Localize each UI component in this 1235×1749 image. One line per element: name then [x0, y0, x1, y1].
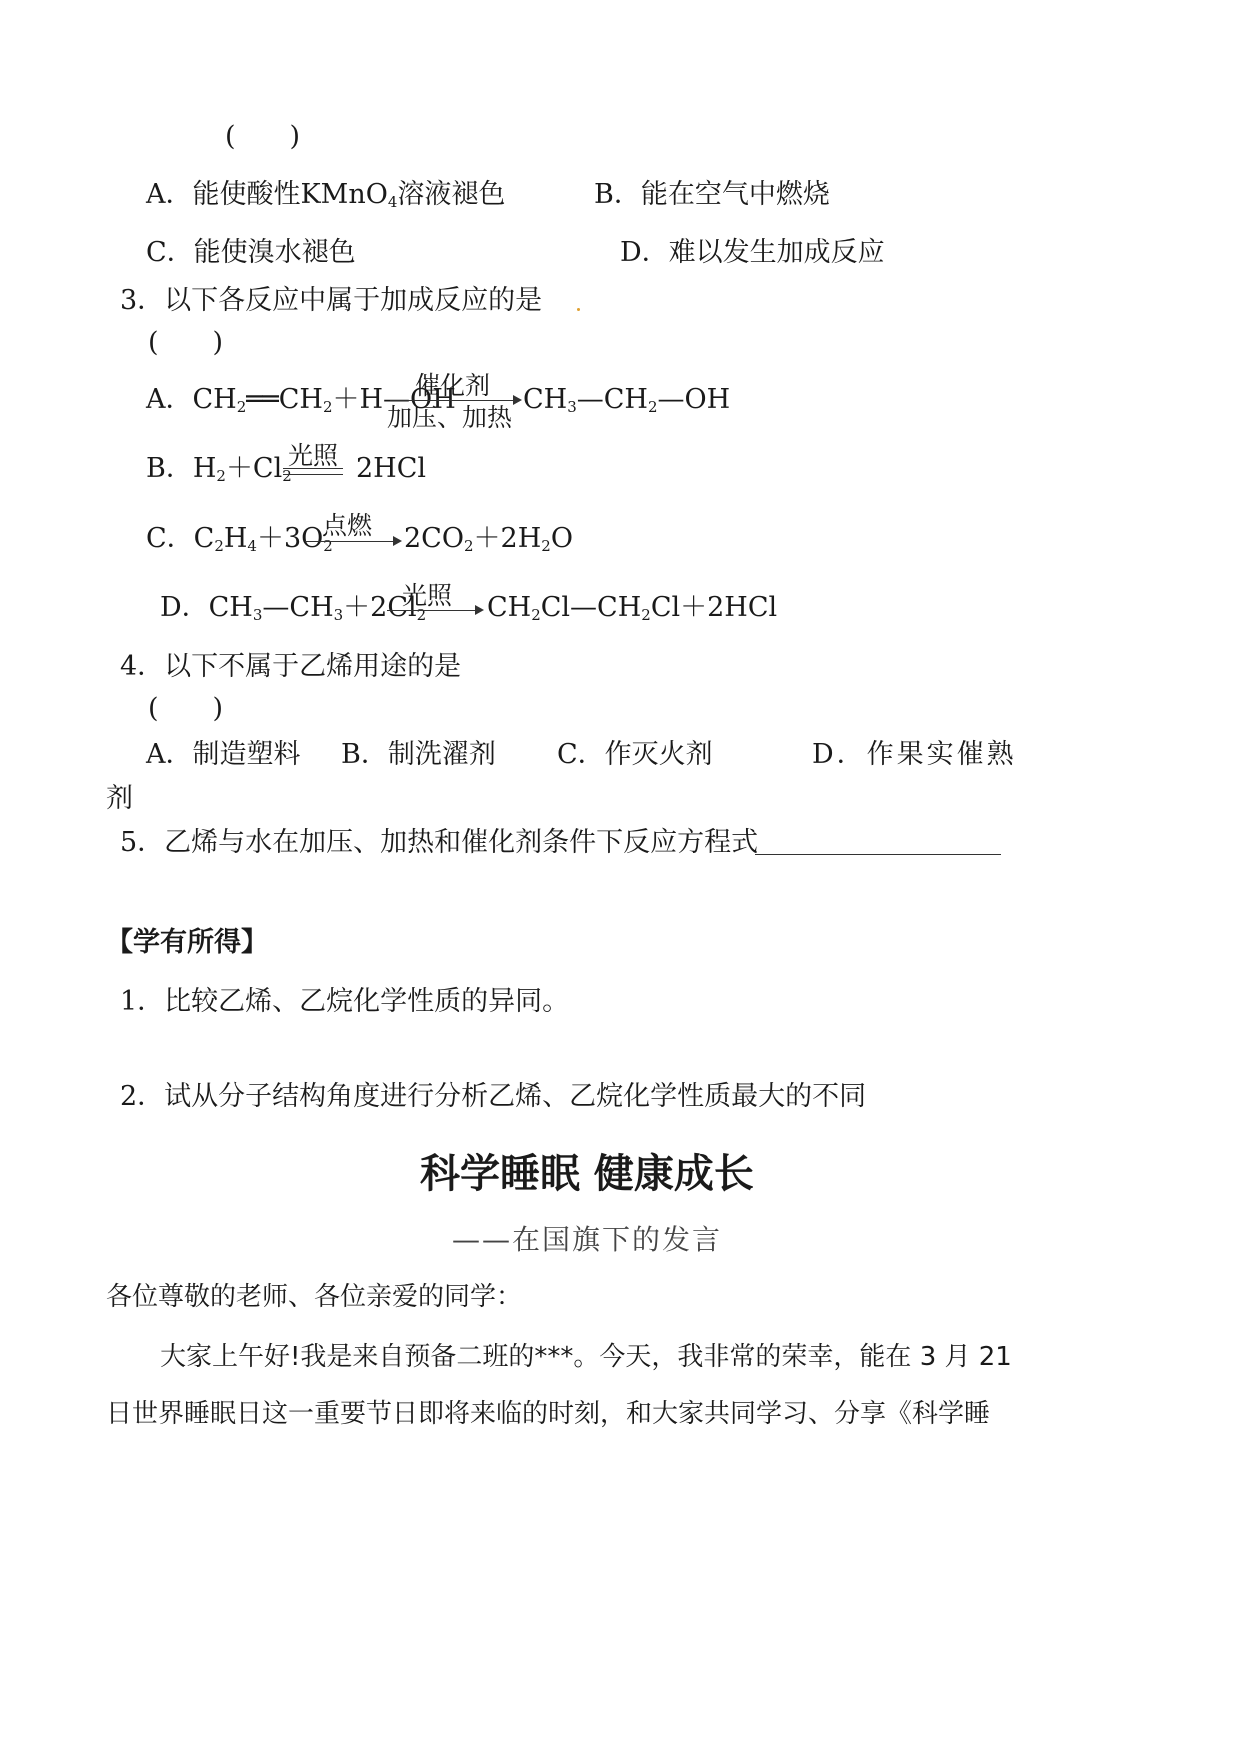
speech-title: 科学睡眠 健康成长 [420, 1151, 754, 1197]
answer-blank [755, 854, 1001, 855]
speech-paragraph-line: 大家上午好!我是来自预备二班的***。今天，我非常的荣幸，能在 3 月 21 [160, 1342, 1012, 1372]
section-heading: 【学有所得】 [106, 927, 268, 958]
question-5: 5．乙烯与水在加压、加热和催化剂条件下反应方程式 [120, 827, 759, 858]
option-d: D．$CH_3—CH_3+2Cl_2$ [160, 592, 427, 624]
option-a: A．能使酸性KMnO$_4$溶液褪色 [146, 179, 506, 211]
option-c: C．能使溴水褪色 [146, 237, 356, 268]
answer-paren: ( ) [225, 121, 301, 152]
option-a: A．$CH_2══CH_2+H—OH$ [146, 384, 456, 416]
speech-greeting: 各位尊敬的老师、各位亲爱的同学： [106, 1282, 523, 1312]
learn-item-2: 2．试从分子结构角度进行分析乙烯、乙烷化学性质最大的不同 [120, 1081, 867, 1112]
option-c-product: $2CO_2+2H_2O$ [404, 523, 573, 555]
option-d: D．难以发生加成反应 [620, 237, 885, 268]
option-d-wrap: 剂 [106, 783, 133, 814]
option-b: B．制洗濯剂 [341, 739, 496, 770]
catalyst-label: 催化剂 [415, 371, 491, 400]
ignition-label: 点燃 [322, 511, 373, 540]
option-c: C．作灭火剂 [557, 739, 713, 770]
question-3: 3．以下各反应中属于加成反应的是 [120, 285, 543, 316]
option-c: C．$C_2H_4+3O_2$ [146, 523, 333, 555]
speech-paragraph-line: 日世界睡眠日这一重要节日即将来临的时刻，和大家共同学习、分享《科学睡 [106, 1399, 991, 1429]
option-b: B．能在空气中燃烧 [594, 179, 830, 210]
equals-sign [283, 468, 343, 475]
option-d-product: $CH_2Cl—CH_2Cl+2HCl$ [487, 592, 778, 624]
answer-paren: ( ) [148, 693, 224, 724]
light-label: 光照 [402, 581, 453, 610]
option-b: B．$H_2+Cl_2$ [146, 453, 292, 485]
option-d: D．作果实催熟 [812, 739, 1017, 770]
speech-subtitle: ——在国旗下的发言 [452, 1223, 723, 1256]
option-a-product: $CH_3—CH_2—OH$ [523, 384, 731, 416]
light-label: 光照 [288, 441, 339, 470]
question-4: 4．以下不属于乙烯用途的是 [120, 651, 462, 682]
learn-item-1: 1．比较乙烯、乙烷化学性质的异同。 [120, 986, 570, 1017]
answer-paren: ( ) [148, 327, 224, 358]
reaction-arrow [387, 610, 482, 611]
option-a: A．制造塑料 [146, 739, 301, 770]
condition-label: 加压、加热 [387, 403, 513, 432]
reaction-arrow [305, 541, 400, 542]
option-b-product: 2HCl [356, 453, 427, 484]
